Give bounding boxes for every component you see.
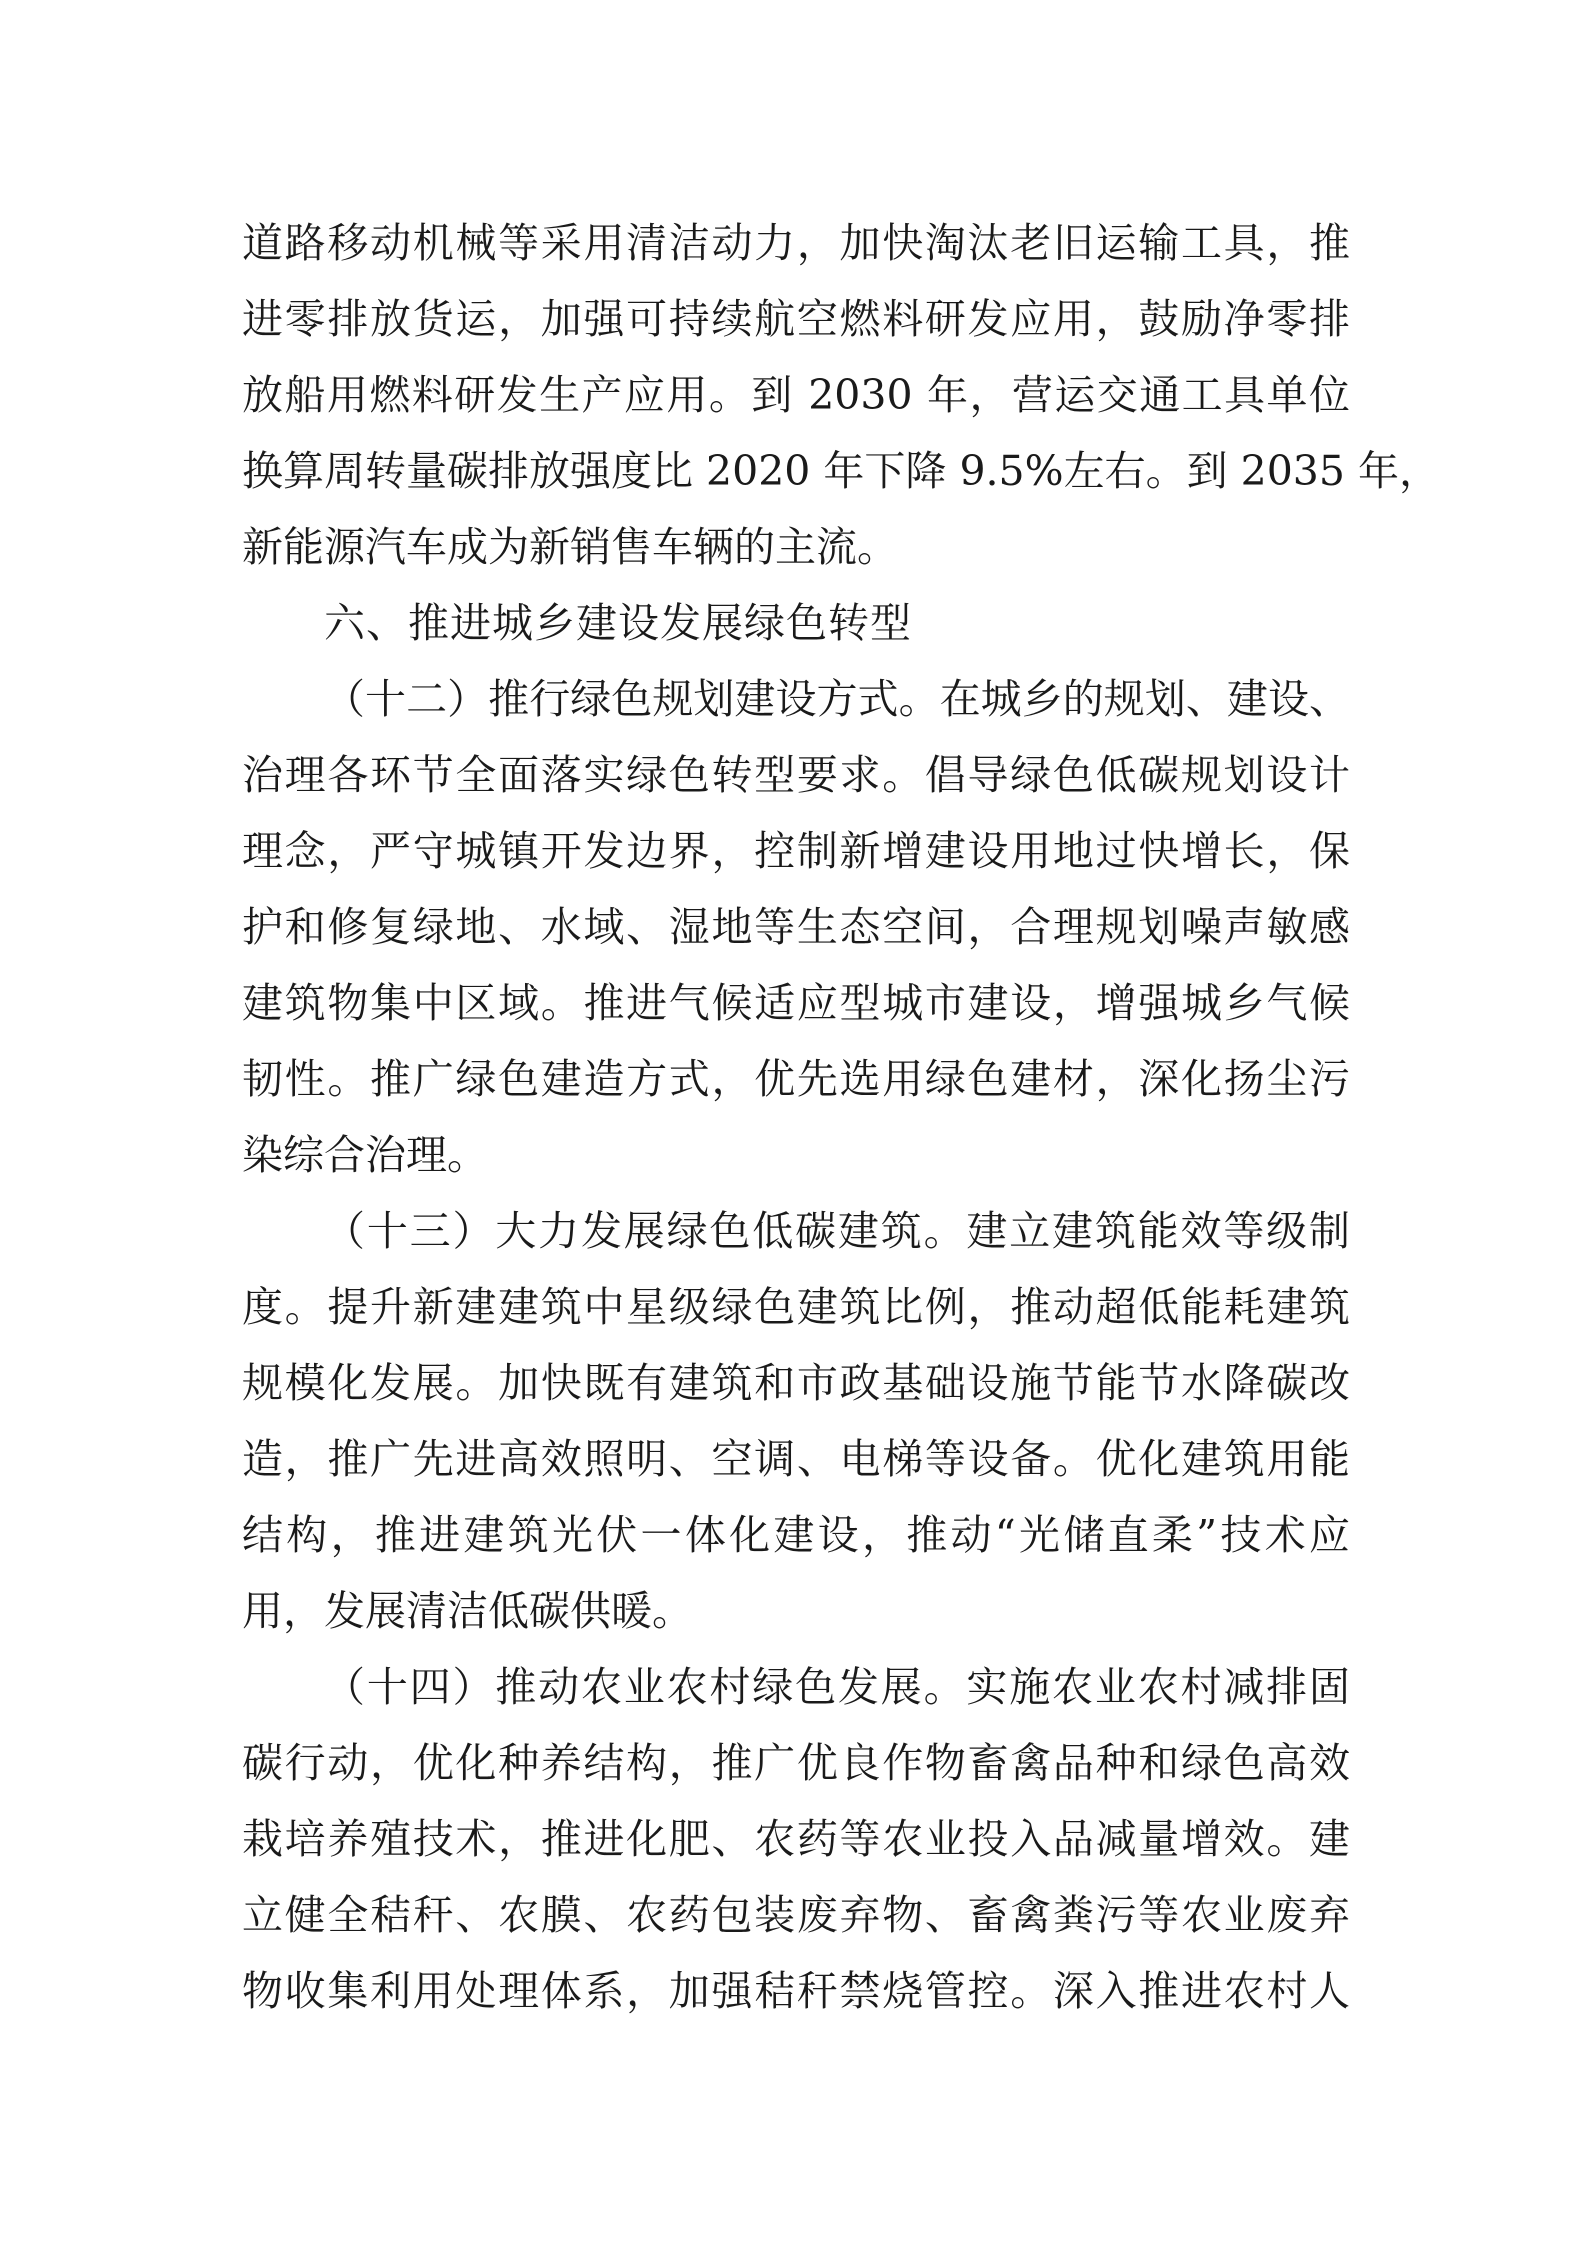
text-line: 治理各环节全面落实绿色转型要求。倡导绿色低碳规划设计 bbox=[242, 751, 1350, 799]
text-line: 结构，推进建筑光伏一体化建设，推动“光储直柔”技术应 bbox=[242, 1511, 1350, 1559]
text-line: 新能源汽车成为新销售车辆的主流。 bbox=[242, 523, 898, 571]
text-line: 碳行动，优化种养结构，推广优良作物畜禽品种和绿色高效 bbox=[242, 1739, 1350, 1787]
text-line: 道路移动机械等采用清洁动力，加快淘汰老旧运输工具，推 bbox=[242, 219, 1350, 267]
text-line: 造，推广先进高效照明、空调、电梯等设备。优化建筑用能 bbox=[242, 1435, 1350, 1483]
section-heading: 六、推进城乡建设发展绿色转型 bbox=[324, 599, 912, 647]
text-line: 用，发展清洁低碳供暖。 bbox=[242, 1587, 693, 1635]
text-line: 换算周转量碳排放强度比 2020 年下降 9.5%左右。到 2035 年， bbox=[242, 447, 1441, 495]
text-line: 放船用燃料研发生产应用。到 2030 年，营运交通工具单位 bbox=[242, 371, 1350, 419]
text-line: 栽培养殖技术，推进化肥、农药等农业投入品减量增效。建 bbox=[242, 1815, 1350, 1863]
paragraph-start: （十二）推行绿色规划建设方式。在城乡的规划、建设、 bbox=[324, 675, 1350, 723]
text-line: 进零排放货运，加强可持续航空燃料研发应用，鼓励净零排 bbox=[242, 295, 1350, 343]
text-line: 立健全秸秆、农膜、农药包装废弃物、畜禽粪污等农业废弃 bbox=[242, 1891, 1350, 1939]
text-line: 护和修复绿地、水域、湿地等生态空间，合理规划噪声敏感 bbox=[242, 903, 1350, 951]
body-text bbox=[242, 205, 1441, 2029]
paragraph-start: （十四）推动农业农村绿色发展。实施农业农村减排固 bbox=[324, 1663, 1350, 1711]
text-line: 度。提升新建建筑中星级绿色建筑比例，推动超低能耗建筑 bbox=[242, 1283, 1350, 1331]
text-line: 物收集利用处理体系，加强秸秆禁烧管控。深入推进农村人 bbox=[242, 1967, 1350, 2015]
text-line: 染综合治理。 bbox=[242, 1131, 488, 1179]
text-line: 规模化发展。加快既有建筑和市政基础设施节能节水降碳改 bbox=[242, 1359, 1350, 1407]
text-line: 韧性。推广绿色建造方式，优先选用绿色建材，深化扬尘污 bbox=[242, 1055, 1350, 1103]
paragraph-start: （十三）大力发展绿色低碳建筑。建立建筑能效等级制 bbox=[324, 1207, 1350, 1255]
text-line: 理念，严守城镇开发边界，控制新增建设用地过快增长，保 bbox=[242, 827, 1350, 875]
text-line: 建筑物集中区域。推进气候适应型城市建设，增强城乡气候 bbox=[242, 979, 1350, 1027]
